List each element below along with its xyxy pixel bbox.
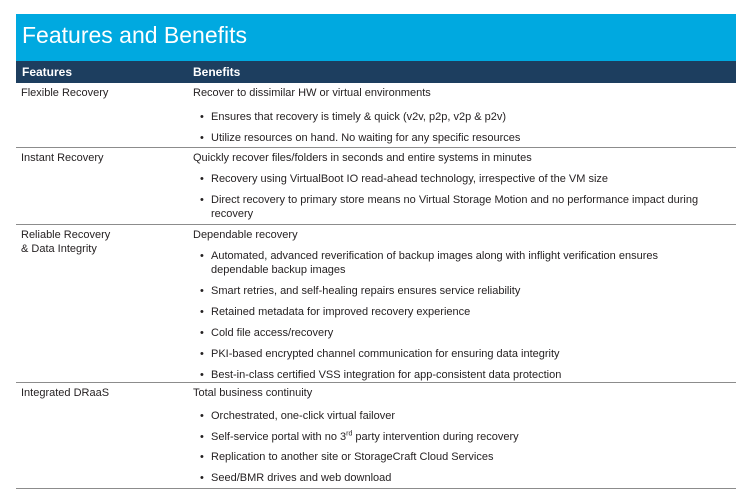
bullet-icon: • [200, 431, 204, 443]
bullet-icon: • [200, 410, 204, 422]
table-row-reliable-recovery: Reliable Recovery & Data Integrity Dependable recovery • Automated, advanced reverification of backup images along with inflight verification ensures dependable backup images • Smart retries, and self-healing repairs ensures service reliability • Retained metadata for improved recovery experience • Cold file access/recovery • PKI-based encrypted channel communication for ensuring data integrity • Best-in-class certified VSS integration for app-consistent data protection [16, 225, 736, 383]
feature-name: Integrated DRaaS [21, 387, 110, 399]
feature-name: Instant Recovery [21, 152, 104, 164]
bullet-icon: • [200, 194, 204, 206]
table-row-integrated-draas: Integrated DRaaS Total business continuity • Orchestrated, one-click virtual failover • Self-service portal with no 3rd party intervention during recovery • Replication to another site or StorageCraft Cloud Services • Seed/BMR drives and web download [16, 383, 736, 489]
bullet-icon: • [200, 111, 204, 123]
table-row-flexible-recovery: Flexible Recovery Recover to dissimilar HW or virtual environments • Ensures that recovery is timely & quick (v2v, p2p, v2p & p2v) • Utilize resources on hand. No waiting for any specific resources [16, 83, 736, 148]
page-title: Features and Benefits [16, 14, 736, 61]
bullet-icon: • [200, 250, 204, 262]
bullet-icon: • [200, 451, 204, 463]
column-header-benefits: Benefits [193, 65, 241, 79]
bullet-icon: • [200, 327, 204, 339]
benefit-summary: Quickly recover files/folders in seconds and entire systems in minutes [193, 152, 532, 164]
bullet-icon: • [200, 472, 204, 484]
bullet-icon: • [200, 132, 204, 144]
table-row-instant-recovery: Instant Recovery Quickly recover files/folders in seconds and entire systems in minutes • Recovery using VirtualBoot IO read-ahead technology, irrespective of the VM size • Direct recovery to primary store means no Virtual Storage Motion and no performance impact during recovery [16, 148, 736, 225]
benefit-summary: Recover to dissimilar HW or virtual environments [193, 87, 431, 99]
bullet-icon: • [200, 285, 204, 297]
column-header-features: Features [22, 65, 73, 79]
bullet-icon: • [200, 306, 204, 318]
bullet-icon: • [200, 173, 204, 185]
bullet-icon: • [200, 369, 204, 381]
bullet-icon: • [200, 348, 204, 360]
feature-name: Flexible Recovery [21, 87, 109, 99]
table-header [16, 61, 736, 83]
benefit-summary: Total business continuity [193, 387, 313, 399]
benefit-summary: Dependable recovery [193, 229, 298, 241]
feature-name: Reliable Recovery & Data Integrity [21, 229, 111, 255]
